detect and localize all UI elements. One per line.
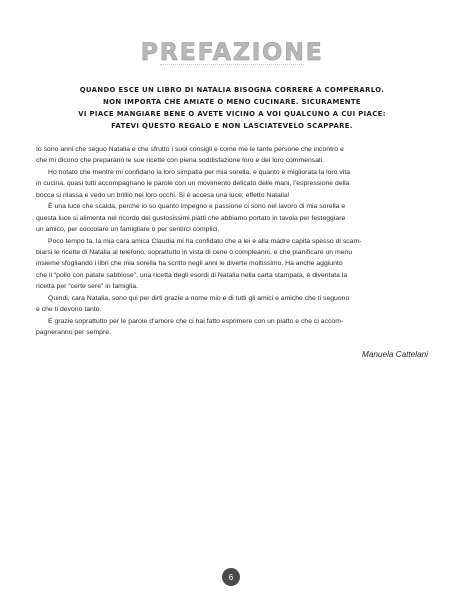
body-line: in cucina, quasi tutti accompagnano le parole con un movimento delicato delle mani, l’espressione della (36, 180, 350, 188)
body-text (36, 144, 428, 338)
body-line: pagneranno per sempre. (36, 329, 111, 336)
intro-paragraph (30, 84, 434, 132)
page-number: 6 (222, 568, 240, 586)
body-line: bocca si rilassa e vedo un brillio nei loro occhi. Si è accesa una luce: effetto Natalia! (36, 191, 290, 199)
body-line: Poco tempo fa, la mia cara amica Claudia mi ha confidato che a lei e alla madre capita spesso di scam- (48, 237, 362, 245)
body-line: un amico, per coccolare un famigliare o per sentirci complici. (36, 226, 220, 234)
body-line: Quindi, cara Natalia, sono qui per dirti grazie a nome mio e di tutti gli amici e amiche che ti seguono (48, 294, 350, 302)
page-title: PREFAZIONE (140, 38, 324, 66)
body-line: E grazie soprattutto per le parole d’amore che ci hai fatto esprimere con un piatto e che ci accom- (48, 317, 344, 325)
body-line: biarsi le ricette di Natalia al telefono, soprattutto in vista di cene o compleanni, e che pianificare un menu (36, 248, 353, 256)
body-line: e che ti devono tanto. (36, 306, 102, 314)
title-divider (160, 64, 304, 65)
body-line: che mi dicono che preparano le sue ricette con piena soddisfazione loro e dei loro commensali. (36, 157, 324, 165)
body-line: È una luce che scalda, perché io so quanto impegno e passione ci sono nel lavoro di mia sorella e (48, 203, 346, 211)
intro-line: VI PIACE MANGIARE BENE O AVETE VICINO A VOI QUALCUNO A CUI PIACE: (78, 110, 386, 118)
body-line: ricetta per “certe sere” in famiglia. (36, 283, 138, 291)
intro-line: QUANDO ESCE UN LIBRO DI NATALIA BISOGNA CORRERE A COMPERARLO. (79, 86, 385, 94)
intro-line: NON IMPORTA CHE AMIATE O MENO CUCINARE. SICURAMENTE (103, 98, 361, 106)
body-line: Io sono anni che seguo Natalia e che sfrutto i suoi consigli e come me le tante persone che incontro e (36, 146, 344, 153)
body-line: questa luce si alimenta nel ricordo dei gustosissimi piatti che abbiamo portato in tavola per festeggiare (36, 214, 346, 222)
signature: Manuela Cattelani (362, 350, 428, 359)
body-line: insieme sfogliando i libri che mia sorella ha scritto negli anni le diverte moltissimo. Ha anche aggiunto (36, 260, 343, 268)
body-line: Ho notato che mentre mi confidano la loro simpatia per mia sorella, e quanto è migliorata la loro vita (48, 168, 351, 176)
intro-line: FATEVI QUESTO REGALO E NON LASCIATEVELO SCAPPARE. (111, 122, 353, 130)
body-line: che il “pollo con patate sabbiose”, una ricetta degli esordi di Natalia nella carta stampata, è diventata la (36, 271, 348, 279)
